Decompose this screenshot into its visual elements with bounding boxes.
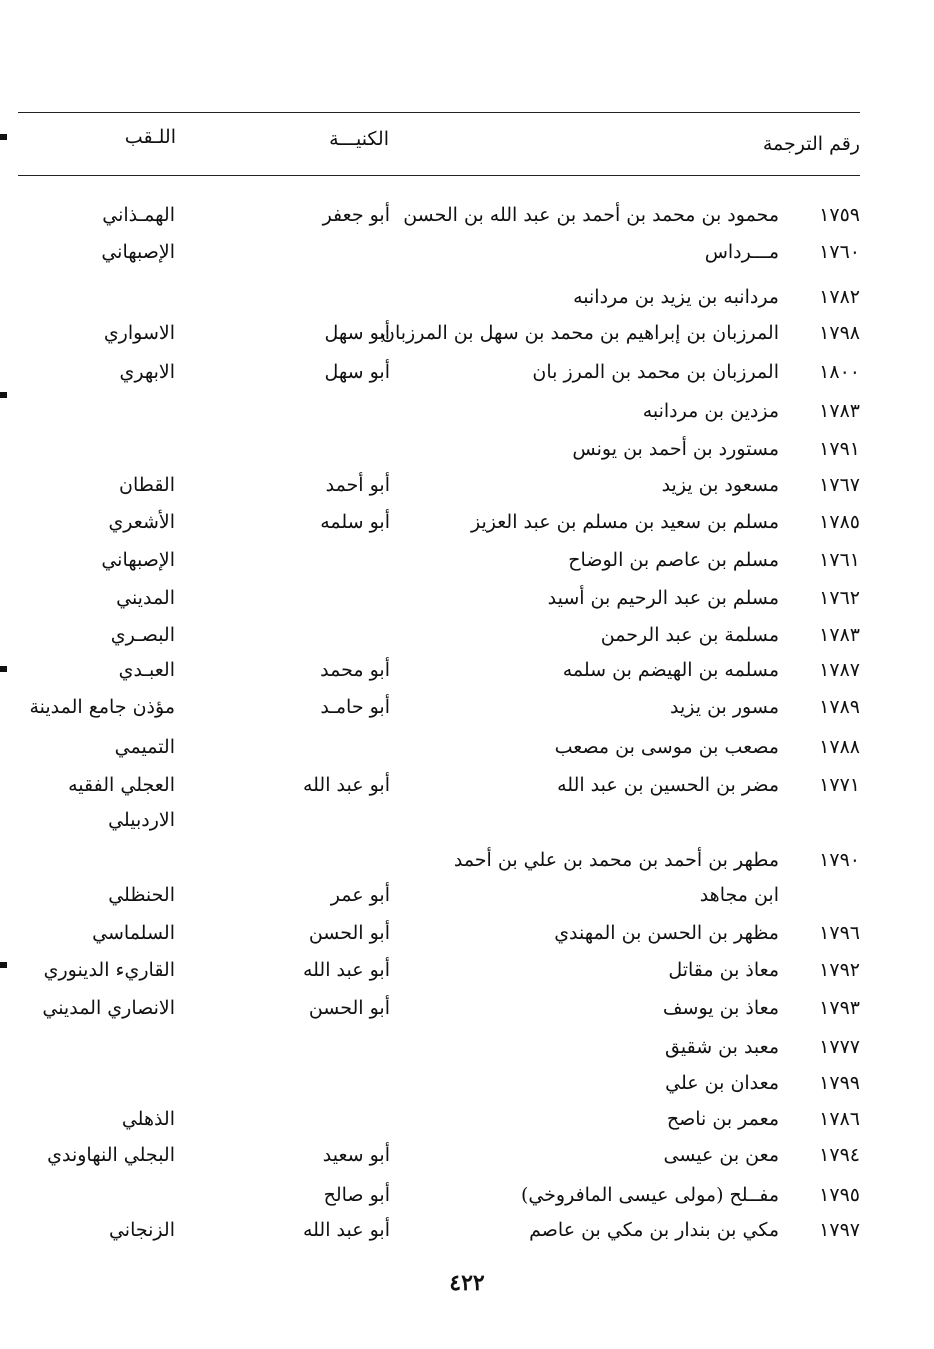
entry-laqab: التميمي <box>114 736 175 758</box>
entry-number: ١٧٩٣ <box>819 997 860 1019</box>
table-row <box>0 732 934 769</box>
entry-number: ١٧٩١ <box>819 438 860 460</box>
entry-laqab: الهمـذاني <box>102 204 175 226</box>
entry-laqab: العبـدي <box>118 659 175 681</box>
entry-kunya: أبو محمد <box>320 659 390 681</box>
entry-number: ١٧٨٨ <box>819 736 860 758</box>
entry-number: ١٧٥٩ <box>819 204 860 226</box>
entry-number: ١٧٦١ <box>819 549 860 571</box>
entry-name: المرزبان بن محمد بن المرز بان <box>532 361 779 383</box>
entry-name: مظهر بن الحسن بن المهندي <box>554 922 779 944</box>
entry-name: مسلم بن عبد الرحيم بن أسيد <box>547 587 779 609</box>
entry-kunya: أبو عمر <box>330 884 390 906</box>
entry-laqab: الإصبهاني <box>101 241 175 263</box>
entry-number: ١٧٧٧ <box>819 1036 860 1058</box>
entry-number: ١٧٩٧ <box>819 1219 860 1241</box>
entry-laqab: البصـري <box>110 624 175 646</box>
table-row <box>0 396 934 433</box>
entry-name: مسلمة بن عبد الرحمن <box>600 624 779 646</box>
entry-number: ١٧٨٣ <box>819 400 860 422</box>
header-col-number: رقم الترجمة <box>762 133 860 155</box>
table-row <box>0 918 934 955</box>
table-row <box>0 1140 934 1177</box>
entry-number: ١٧٩٦ <box>819 922 860 944</box>
entry-laqab: مؤذن جامع المدينة <box>29 696 175 718</box>
entry-laqab: الحنظلي <box>108 884 175 906</box>
table-row <box>0 1104 934 1141</box>
entry-number: ١٧٩٨ <box>819 322 860 344</box>
table-row <box>0 318 934 355</box>
table-row <box>0 770 934 807</box>
table-row <box>0 805 934 842</box>
table-row <box>0 434 934 471</box>
entry-number: ١٧٨٢ <box>819 286 860 308</box>
entry-name: مستورد بن أحمد بن يونس <box>572 438 779 460</box>
entry-name: مكي بن بندار بن مكي بن عاصم <box>529 1219 779 1241</box>
entry-kunya: أبو سعيد <box>322 1144 390 1166</box>
entry-name: مردانبه بن يزيد بن مردانبه <box>573 286 779 308</box>
entry-laqab: السلماسي <box>92 922 175 944</box>
entry-laqab: الابهري <box>119 361 175 383</box>
entry-kunya: أبو سهل <box>324 361 390 383</box>
table-row <box>0 692 934 729</box>
entry-name: مـــرداس <box>704 241 779 263</box>
entry-laqab: الذهلي <box>121 1108 175 1130</box>
entry-name: معبد بن شقيق <box>665 1036 779 1058</box>
entry-number: ١٨٠٠ <box>819 361 860 383</box>
entry-name: مسعود بن يزيد <box>661 474 779 496</box>
entry-kunya: أبو عبد الله <box>302 1219 390 1241</box>
entry-name: معن بن عيسى <box>663 1144 779 1166</box>
entry-name: مسلمه بن الهيضم بن سلمه <box>562 659 779 681</box>
entry-kunya: أبو الحسن <box>308 997 390 1019</box>
table-row <box>0 955 934 992</box>
entry-laqab: الإصبهاني <box>101 549 175 571</box>
entry-kunya: أبو عبد الله <box>302 959 390 981</box>
table-row <box>0 845 934 882</box>
entry-kunya: أبو الحسن <box>308 922 390 944</box>
entry-name: مسلم بن عاصم بن الوضاح <box>568 549 779 571</box>
table-row <box>0 237 934 274</box>
entry-name: معاذ بن مقاتل <box>668 959 779 981</box>
page-number: ٤٢٢ <box>449 1270 485 1296</box>
entry-number: ١٧٦٧ <box>819 474 860 496</box>
table-row <box>0 620 934 657</box>
entry-number: ١٧٨٦ <box>819 1108 860 1130</box>
entry-name: معمر بن ناصح <box>666 1108 779 1130</box>
entry-number: ١٧٨٧ <box>819 659 860 681</box>
table-row <box>0 583 934 620</box>
table-row <box>0 200 934 237</box>
entry-laqab: الأشعري <box>108 511 175 533</box>
entry-laqab: الاردبيلي <box>108 809 175 831</box>
entry-laqab: الاسواري <box>103 322 175 344</box>
table-row <box>0 507 934 544</box>
entry-laqab: القطان <box>118 474 175 496</box>
table-row <box>0 1032 934 1069</box>
table-row <box>0 470 934 507</box>
table-row <box>0 880 934 917</box>
entry-number: ١٧٦٢ <box>819 587 860 609</box>
entry-kunya: أبو عبد الله <box>302 774 390 796</box>
entry-laqab: الانصاري المديني <box>42 997 175 1019</box>
entry-number: ١٧٨٩ <box>819 696 860 718</box>
entry-number: ١٧٩٩ <box>819 1072 860 1094</box>
entry-name: مطهر بن أحمد بن محمد بن علي بن أحمد <box>453 849 779 871</box>
entry-laqab: القاريء الدينوري <box>43 959 175 981</box>
entry-name: مفــلح (مولى عيسى المافروخي) <box>520 1184 779 1206</box>
entry-name: معدان بن علي <box>665 1072 779 1094</box>
entry-kunya: أبو سلمه <box>320 511 390 533</box>
table-row <box>0 1215 934 1252</box>
entry-laqab: البجلي النهاوندي <box>47 1144 175 1166</box>
table-row <box>0 357 934 394</box>
table-row <box>0 993 934 1030</box>
entry-laqab: العجلي الفقيه <box>68 774 175 796</box>
entry-kunya: أبو سهل <box>324 322 390 344</box>
entry-name: مضر بن الحسين بن عبد الله <box>557 774 779 796</box>
entry-number: ١٧٨٥ <box>819 511 860 533</box>
header-col-kunya: الكنيـــة <box>329 128 389 150</box>
entry-name: مزدين بن مردانبه <box>642 400 779 422</box>
entry-number: ١٧٨٣ <box>819 624 860 646</box>
entry-name: المرزبان بن إبراهيم بن محمد بن سهل بن المرزبان <box>381 322 779 344</box>
entry-number: ١٧٩٠ <box>819 849 860 871</box>
entry-name: مسور بن يزيد <box>670 696 779 718</box>
entry-laqab: الزنجاني <box>108 1219 175 1241</box>
header-col-laqab: اللـقب <box>124 126 176 148</box>
entry-name: مسلم بن سعيد بن مسلم بن عبد العزيز <box>471 511 779 533</box>
margin-mark <box>0 134 7 140</box>
entry-number: ١٧٩٤ <box>819 1144 860 1166</box>
entry-name: محمود بن محمد بن أحمد بن عبد الله بن الحسن <box>403 204 779 226</box>
table-row <box>0 545 934 582</box>
header-bottom-rule <box>18 175 860 176</box>
entry-number: ١٧٧١ <box>819 774 860 796</box>
entry-kunya: أبو صالح <box>323 1184 390 1206</box>
entry-name: معاذ بن يوسف <box>662 997 779 1019</box>
entry-number: ١٧٩٥ <box>819 1184 860 1206</box>
entry-number: ١٧٦٠ <box>819 241 860 263</box>
entry-laqab: المديني <box>116 587 175 609</box>
table-row <box>0 282 934 319</box>
entry-kunya: أبو جعفر <box>322 204 390 226</box>
table-row <box>0 655 934 692</box>
entry-name: ابن مجاهد <box>699 884 779 906</box>
entry-number: ١٧٩٢ <box>819 959 860 981</box>
entry-name: مصعب بن موسى بن مصعب <box>554 736 779 758</box>
header-top-rule <box>18 112 860 113</box>
entry-kunya: أبو حامـد <box>320 696 390 718</box>
table-row <box>0 1180 934 1217</box>
table-row <box>0 1068 934 1105</box>
entry-kunya: أبو أحمد <box>325 474 390 496</box>
